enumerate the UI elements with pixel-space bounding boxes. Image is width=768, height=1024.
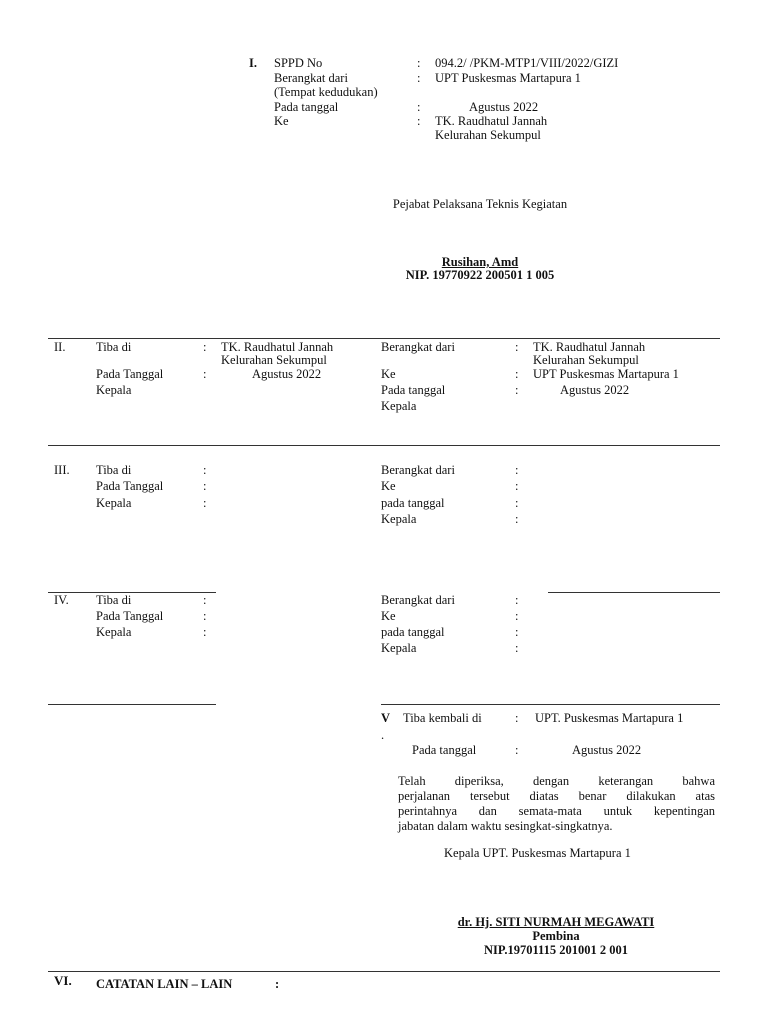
tanggal-value: Agustus 2022 xyxy=(469,100,539,114)
pejabat-name: Rusihan, Amd xyxy=(441,255,519,269)
s3-kepala-label: Kepala xyxy=(96,496,132,510)
s2-ke-colon: : xyxy=(515,367,519,381)
kepala-title: Kepala UPT. Puskesmas Martapura 1 xyxy=(444,846,631,860)
s2-berangkat-label: Berangkat dari xyxy=(381,340,455,354)
s2-ke-label: Ke xyxy=(381,367,396,381)
signer-name: dr. Hj. SITI NURMAH MEGAWATI xyxy=(457,915,655,929)
section-6-number: VI. xyxy=(54,973,72,988)
statement-line-3: perintahnya dan semata-mata untuk kepentingan xyxy=(398,804,715,818)
signer-name-wrap xyxy=(406,916,706,929)
divider-section-4-left xyxy=(48,592,216,593)
s2-kepala2-label: Kepala xyxy=(381,399,417,413)
s4-ke-colon: : xyxy=(515,609,519,623)
s5-tiba-colon: : xyxy=(515,711,519,725)
divider-section-4-right xyxy=(548,592,720,593)
s5-tiba-label: Tiba kembali di xyxy=(403,711,482,725)
s3-tanggal2-label: pada tanggal xyxy=(381,496,445,510)
s4-kepala2-label: Kepala xyxy=(381,641,417,655)
statement-line-4: jabatan dalam waktu sesingkat-singkatnya. xyxy=(398,819,613,833)
sppd-value: 094.2/ /PKM-MTP1/VIII/2022/GIZI xyxy=(435,56,619,70)
ke-value-line2: Kelurahan Sekumpul xyxy=(435,128,541,142)
s3-tiba-colon: : xyxy=(203,463,207,477)
s5-tanggal-label: Pada tanggal xyxy=(412,743,477,757)
s3-tanggal-colon: : xyxy=(203,479,207,493)
s4-tanggal-colon: : xyxy=(203,609,207,623)
s4-kepala-label: Kepala xyxy=(96,625,132,639)
berangkat-value: UPT Puskesmas Martapura 1 xyxy=(435,71,581,85)
s2-tiba-value-line1: TK. Raudhatul Jannah xyxy=(221,340,334,354)
s2-berangkat-value-line1: TK. Raudhatul Jannah xyxy=(533,340,646,354)
ke-label: Ke xyxy=(274,114,289,128)
s3-tanggal-label: Pada Tanggal xyxy=(96,479,164,493)
ke-value-line1: TK. Raudhatul Jannah xyxy=(435,114,548,128)
tanggal-colon: : xyxy=(417,100,421,114)
s3-berangkat-label: Berangkat dari xyxy=(381,463,455,477)
s4-berangkat-label: Berangkat dari xyxy=(381,593,455,607)
divider-section-3 xyxy=(48,445,720,446)
statement-line-2: perjalanan tersebut diatas benar dilakukan atas xyxy=(398,789,715,803)
sppd-label: SPPD No xyxy=(274,56,323,70)
s2-kepala-label: Kepala xyxy=(96,383,132,397)
s3-kepala-colon: : xyxy=(203,496,207,510)
s3-berangkat-colon: : xyxy=(515,463,519,477)
s2-tanggal2-colon: : xyxy=(515,383,519,397)
s5-tanggal-colon: : xyxy=(515,743,519,757)
catatan-colon: : xyxy=(275,977,280,991)
s2-berangkat-colon: : xyxy=(515,340,519,354)
section-4-number: IV. xyxy=(54,593,69,607)
s2-tanggal2-label: Pada tanggal xyxy=(381,383,446,397)
s2-tiba-colon: : xyxy=(203,340,207,354)
s4-kepala2-colon: : xyxy=(515,641,519,655)
pejabat-nip: NIP. 19770922 200501 1 005 xyxy=(405,268,555,282)
s3-tanggal2-colon: : xyxy=(515,496,519,510)
ke-colon: : xyxy=(417,114,421,128)
s4-tiba-colon: : xyxy=(203,593,207,607)
berangkat-label: Berangkat dari xyxy=(274,71,348,85)
s3-tiba-label: Tiba di xyxy=(96,463,132,477)
s4-tanggal2-colon: : xyxy=(515,625,519,639)
section-5-number: V xyxy=(381,711,391,725)
divider-section-2 xyxy=(48,338,720,339)
s4-tiba-label: Tiba di xyxy=(96,593,132,607)
catatan-label: CATATAN LAIN – LAIN xyxy=(96,977,233,991)
sppd-colon: : xyxy=(417,56,421,70)
s2-berangkat-value-line2: Kelurahan Sekumpul xyxy=(533,353,639,367)
s4-ke-label: Ke xyxy=(381,609,396,623)
s2-ke-value: UPT Puskesmas Martapura 1 xyxy=(533,367,679,381)
section-1-number: I. xyxy=(249,56,257,70)
divider-section-6 xyxy=(48,971,720,972)
s3-kepala2-colon: : xyxy=(515,512,519,526)
berangkat-sublabel: (Tempat kedudukan) xyxy=(274,85,378,99)
signer-nip: NIP.19701115 201001 2 001 xyxy=(483,943,628,957)
verification-statement xyxy=(398,774,715,834)
s4-tanggal-label: Pada Tanggal xyxy=(96,609,164,623)
s2-tanggal2-value: Agustus 2022 xyxy=(560,383,630,397)
s2-tanggal-label: Pada Tanggal xyxy=(96,367,164,381)
tanggal-label: Pada tanggal xyxy=(274,100,339,114)
s2-tanggal-value: Agustus 2022 xyxy=(252,367,322,381)
s5-tanggal-value: Agustus 2022 xyxy=(572,743,642,757)
statement-line-1: Telah diperiksa, dengan keterangan bahwa xyxy=(398,774,715,788)
section-2-number: II. xyxy=(54,340,66,354)
signer-rank: Pembina xyxy=(532,929,580,943)
s4-kepala-colon: : xyxy=(203,625,207,639)
s3-kepala2-label: Kepala xyxy=(381,512,417,526)
s3-ke-colon: : xyxy=(515,479,519,493)
berangkat-colon: : xyxy=(417,71,421,85)
pejabat-name-wrap xyxy=(330,256,630,269)
section-3-number: III. xyxy=(54,463,70,477)
section-5-dot: . xyxy=(381,728,385,742)
s4-berangkat-colon: : xyxy=(515,593,519,607)
s5-tiba-value: UPT. Puskesmas Martapura 1 xyxy=(535,711,684,725)
divider-section-5-left xyxy=(48,704,216,705)
pejabat-title: Pejabat Pelaksana Teknis Kegiatan xyxy=(392,197,568,211)
s3-ke-label: Ke xyxy=(381,479,396,493)
divider-section-5-right xyxy=(381,704,720,705)
s2-tanggal-colon: : xyxy=(203,367,207,381)
s4-tanggal2-label: pada tanggal xyxy=(381,625,445,639)
s2-tiba-label: Tiba di xyxy=(96,340,132,354)
s2-tiba-value-line2: Kelurahan Sekumpul xyxy=(221,353,327,367)
